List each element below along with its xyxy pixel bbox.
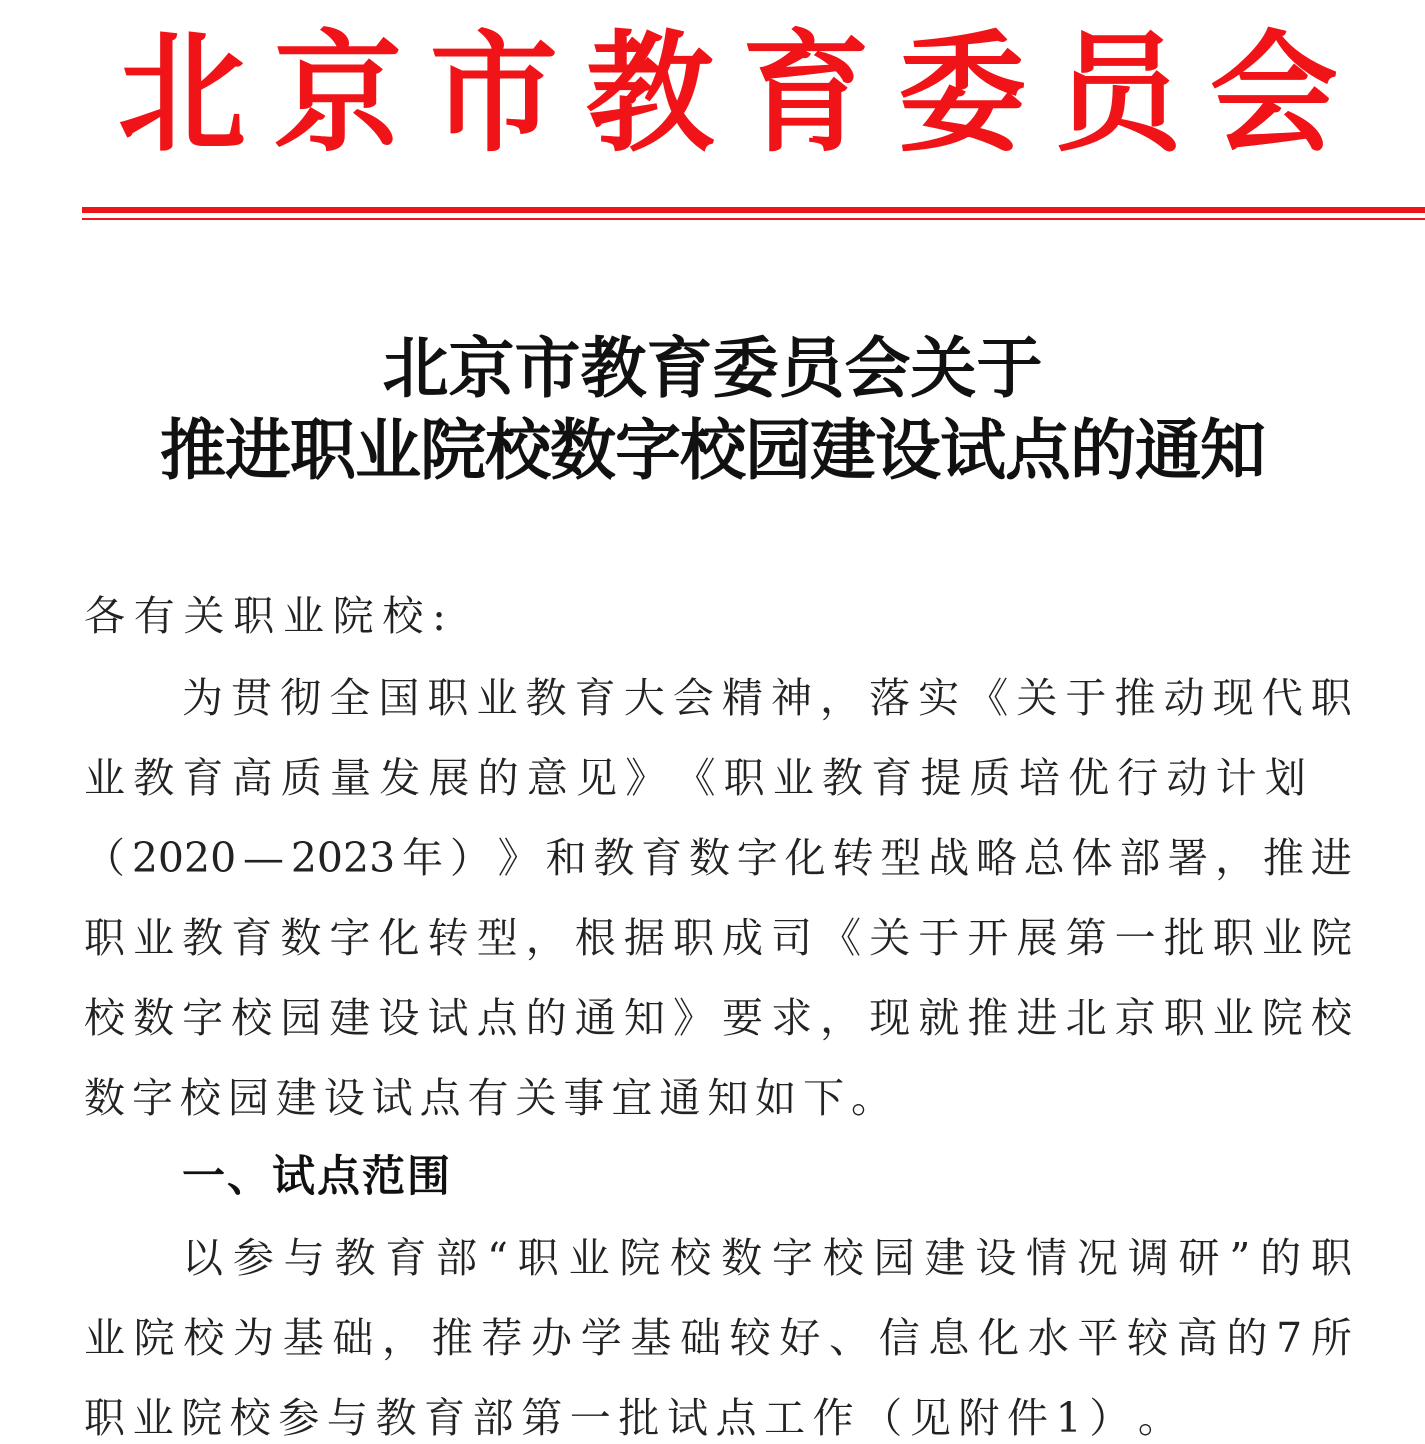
paragraph-1-line-4: 职 业 教 育 数 字 化 转 型 ， 根 据 职 成 司 《 关 于 开 展 第 一 批 职 业 院 <box>84 914 1352 962</box>
masthead-char: 员 <box>1053 18 1182 171</box>
document-title-line-2: 推进职业院校数字校园建设试点的通知 <box>160 412 1265 489</box>
document-title-line-1: 北京市教育委员会关于 <box>382 330 1043 407</box>
paragraph-1-line-3: （ 2020 — 2023 年 ） 》 和 教 育 数 字 化 转 型 战 略 总 体 部 署 ， 推 进 <box>84 834 1352 882</box>
masthead-char: 市 <box>429 18 558 171</box>
masthead-char: 会 <box>1209 18 1338 171</box>
paragraph-1-line-5: 校 数 字 校 园 建 设 试 点 的 通 知 》 要 求 ， 现 就 推 进 北 京 职 业 院 校 <box>84 994 1352 1042</box>
paragraph-1-line-1: 为 贯 彻 全 国 职 业 教 育 大 会 精 神 ， 落 实 《 关 于 推 动 现 代 职 <box>182 674 1352 722</box>
masthead-char: 京 <box>273 18 402 171</box>
masthead-char: 育 <box>741 18 870 171</box>
red-header-rule <box>82 207 1425 213</box>
section-heading-scope: 一、试点范围 <box>182 1152 452 1202</box>
masthead-char: 北 <box>118 18 247 171</box>
paragraph-2-line-3: 职 业 院 校 参 与 教 育 部 第 一 批 试 点 工 作 （ 见 附 件 1 ） 。 <box>84 1394 1179 1442</box>
issuer-masthead <box>118 20 1338 170</box>
salutation: 各 有 关 职 业 院 校 : <box>84 592 446 640</box>
paragraph-1-line-6: 数 字 校 园 建 设 试 点 有 关 事 宜 通 知 如 下 。 <box>84 1074 892 1122</box>
masthead-char: 委 <box>897 18 1026 171</box>
paragraph-1-line-2: 业 教 育 高 质 量 发 展 的 意 见 》 《 职 业 教 育 提 质 培 优 行 动 计 划 <box>84 754 1306 802</box>
masthead-char: 教 <box>585 18 714 171</box>
paragraph-2-line-1: 以 参 与 教 育 部 “ 职 业 院 校 数 字 校 园 建 设 情 况 调 研 ” 的 职 <box>182 1234 1352 1282</box>
paragraph-2-line-2: 业 院 校 为 基 础 ， 推 荐 办 学 基 础 较 好 、 信 息 化 水 平 较 高 的 7 所 <box>84 1314 1352 1362</box>
